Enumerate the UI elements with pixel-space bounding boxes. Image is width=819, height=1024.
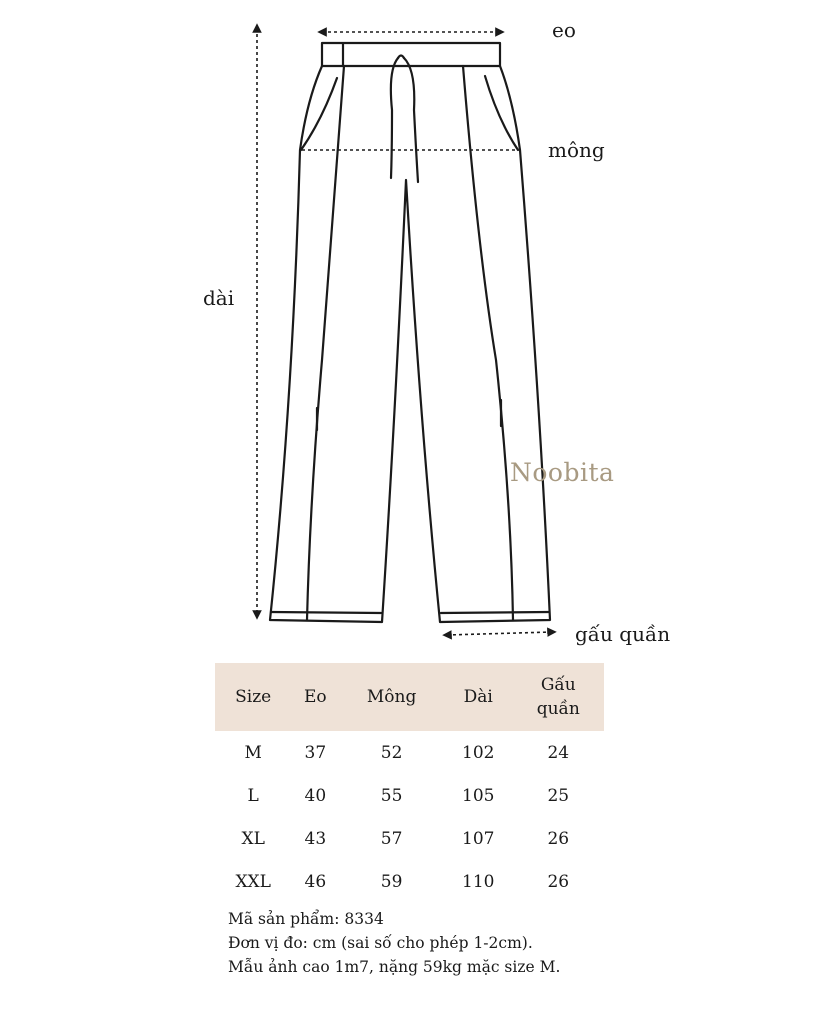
cell-hem: 26 [547, 828, 570, 849]
cell-length: 107 [462, 828, 495, 849]
header-hip: Mông [339, 663, 444, 731]
cell-size: XXL [235, 871, 271, 892]
table-header-row [215, 663, 604, 731]
cell-hip: 59 [380, 871, 403, 892]
cell-waist: 40 [304, 785, 327, 806]
waistband [322, 43, 500, 66]
cell-hip: 52 [380, 742, 403, 763]
label-hip: mông [548, 138, 605, 162]
cell-size: L [247, 785, 259, 806]
hem-measure [447, 632, 552, 635]
cell-length: 110 [462, 871, 495, 892]
cell-size: M [244, 742, 262, 763]
header-waist: Eo [291, 663, 339, 731]
label-waist: eo [552, 18, 576, 42]
header-length: Dài [444, 663, 513, 731]
brand-watermark: Noobita [510, 458, 615, 487]
model-note: Mẫu ảnh cao 1m7, nặng 59kg mặc size M. [228, 958, 561, 976]
cell-hem: 26 [547, 871, 570, 892]
cell-hem: 25 [547, 785, 570, 806]
cell-hip: 57 [380, 828, 403, 849]
cell-length: 105 [462, 785, 495, 806]
table-row [215, 731, 604, 774]
label-hem: gấu quần [575, 622, 671, 646]
table-row [215, 817, 604, 860]
cell-waist: 37 [304, 742, 327, 763]
product-code: Mã sản phẩm: 8334 [228, 910, 384, 928]
unit-note: Đơn vị đo: cm (sai số cho phép 1-2cm). [228, 934, 533, 952]
label-length: dài [203, 286, 235, 310]
header-hem: Gấu quần [513, 663, 604, 731]
cell-waist: 43 [304, 828, 327, 849]
table-row [215, 860, 604, 903]
cell-hem: 24 [547, 742, 570, 763]
notes [228, 907, 560, 979]
table-row [215, 774, 604, 817]
cell-size: XL [241, 828, 265, 849]
cell-length: 102 [462, 742, 495, 763]
cell-waist: 46 [304, 871, 327, 892]
header-size: Size [215, 663, 291, 731]
size-table [215, 663, 604, 903]
cell-hip: 55 [380, 785, 403, 806]
